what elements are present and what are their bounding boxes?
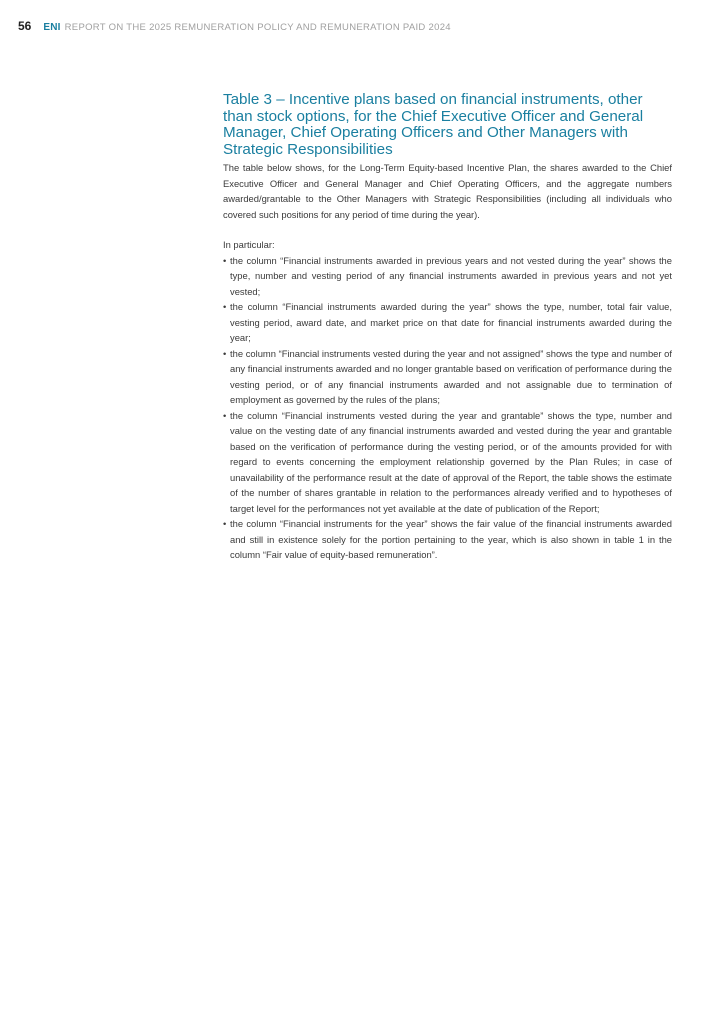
page-number: 56 bbox=[18, 19, 32, 33]
list-item-text: the column “Financial instruments for the year” shows the fair value of the financial instruments awarded and still in existence solely for the portion pertaining to the year, which is also shown in table 1 in the column “Fair value of equity-based remuneration”. bbox=[230, 518, 672, 561]
section-title: Table 3 – Incentive plans based on financial instruments, other than stock options, for the Chief Executive Officer and General Manager, Chief Operating Officers and Other Managers with Strategic Responsibilities bbox=[223, 91, 644, 158]
bullet-list bbox=[223, 253, 672, 563]
main-content bbox=[223, 92, 672, 563]
list-item-text: the column “Financial instruments awarded in previous years and not vested during the year” shows the type, number and vesting period of any financial instruments awarded in previous years and not yet vested; bbox=[230, 254, 672, 297]
list-item-text: the column “Financial instruments vested during the year and grantable” shows the type, number and value on the vesting date of any financial instruments awarded and vested during the year and grantable based on the verification of performance during the vesting period, or of the amounts provided for with regard to events concerning the employment relationship governed by the Plan Rules; in case of unavailability of the performance result at the date of approval of the Report, the table shows the estimate of the number of shares grantable in relation to the performances already verified and to hypotheses of target level for the performances not yet available at the date of publication of the Report; bbox=[230, 409, 672, 514]
list-item-text: the column “Financial instruments awarded during the year” shows the type, number, total fair value, vesting period, award date, and market price on that date for financial instruments awarded during the year; bbox=[230, 301, 672, 344]
list-item-text: the column “Financial instruments vested during the year and not assigned” shows the type and number of any financial instruments awarded and no longer grantable based on verification of performance during the vesting period, or of any financial instruments awarded and not assignable due to termination of employment as governed by the rules of the plans; bbox=[230, 347, 672, 406]
bullet-icon: • bbox=[223, 347, 227, 359]
list-item bbox=[223, 253, 672, 300]
bullet-icon: • bbox=[223, 409, 227, 421]
lead-paragraph: In particular: bbox=[223, 239, 275, 251]
bullet-icon: • bbox=[223, 301, 227, 313]
brand-label: ENI bbox=[43, 22, 61, 33]
list-item bbox=[223, 299, 672, 346]
list-item bbox=[223, 516, 672, 563]
list-item bbox=[223, 408, 672, 517]
report-title: REPORT ON THE 2025 REMUNERATION POLICY AND REMUNERATION PAID 2024 bbox=[64, 22, 451, 33]
bullet-icon: • bbox=[223, 254, 227, 266]
list-item bbox=[223, 346, 672, 408]
running-header bbox=[18, 19, 451, 35]
intro-paragraph: The table below shows, for the Long-Term Equity-based Incentive Plan, the shares awarded to the Chief Executive Officer and General Manager and Chief Operating Officers, and the aggregate numbers awarded/grantable to the Other Managers with Strategic Responsibilities (including all individuals who covered such positions for any period of time during the year). bbox=[223, 162, 672, 220]
bullet-icon: • bbox=[223, 518, 227, 530]
